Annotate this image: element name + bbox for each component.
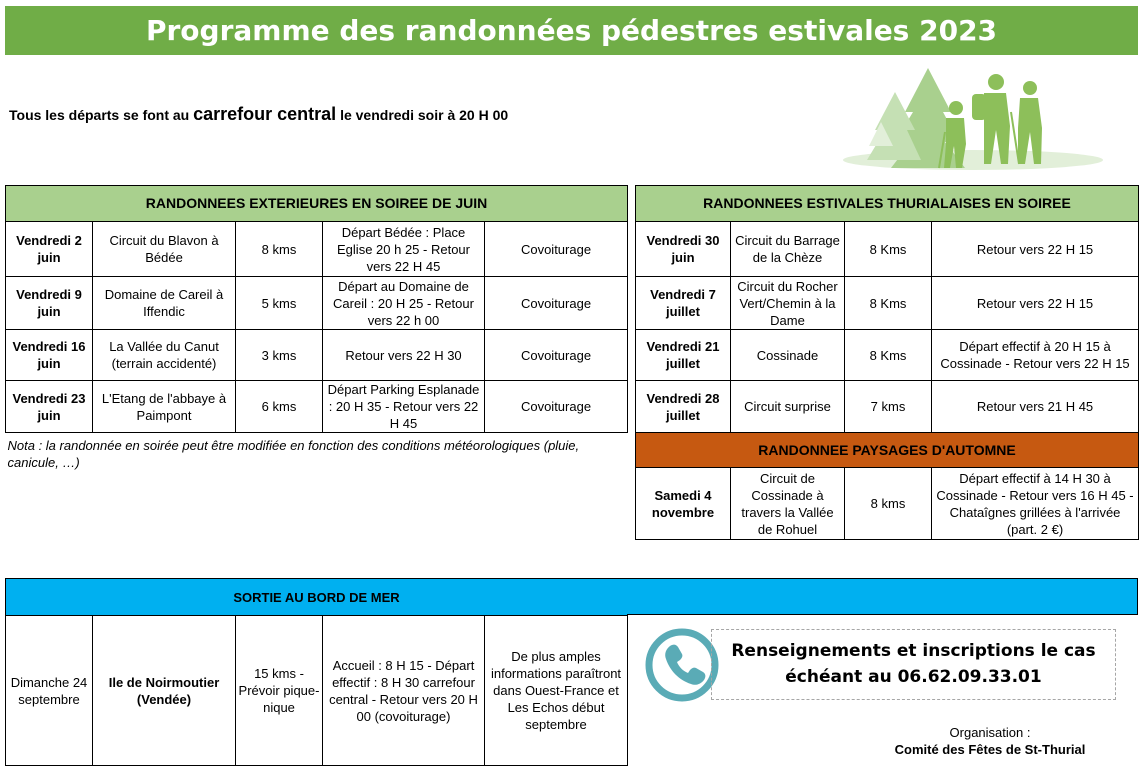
row-place: Domaine de Careil à Iffendic	[93, 277, 236, 330]
thurialaises-table	[635, 185, 1139, 540]
automne-header: RANDONNEE PAYSAGES D'AUTOMNE	[636, 433, 1139, 468]
intro-text	[9, 104, 508, 125]
row-extra-info: De plus amples informations paraîtront dans Ouest-France et Les Echos début septembre	[485, 616, 628, 766]
row-distance: 6 kms	[236, 381, 323, 433]
row-transport: Covoiturage	[485, 381, 628, 433]
row-info: Départ effectif à 20 H 15 à Cossinade - Retour vers 22 H 15	[932, 330, 1139, 381]
row-day: Dimanche 24 septembre	[6, 616, 93, 766]
row-day: Vendredi 16 juin	[6, 330, 93, 381]
row-day: Vendredi 28 juillet	[636, 381, 731, 433]
row-distance: 8 kms	[236, 222, 323, 277]
table-row	[636, 277, 1139, 330]
hikers-illustration	[833, 60, 1103, 172]
table-row	[636, 330, 1139, 381]
row-info: Départ au Domaine de Careil : 20 H 25 - Retour vers 22 h 00	[323, 277, 485, 330]
table-row	[636, 468, 1139, 540]
row-day: Vendredi 30 juin	[636, 222, 731, 277]
exterieures-table	[5, 185, 628, 473]
row-distance: 8 Kms	[845, 222, 932, 277]
row-place: Circuit du Blavon à Bédée	[93, 222, 236, 277]
row-place: La Vallée du Canut (terrain accidenté)	[93, 330, 236, 381]
contact-box	[711, 629, 1116, 700]
mer-table	[5, 578, 628, 766]
intro-after: le vendredi soir à 20 H 00	[336, 107, 509, 123]
table-row	[636, 381, 1139, 433]
row-info: Départ Bédée : Place Eglise 20 h 25 - Retour vers 22 H 45	[323, 222, 485, 277]
intro-highlight: carrefour central	[193, 104, 337, 124]
table-row	[6, 330, 628, 381]
table-row	[6, 222, 628, 277]
row-day: Vendredi 2 juin	[6, 222, 93, 277]
contact-line-2: échéant au 06.62.09.33.01	[785, 667, 1042, 687]
row-day: Vendredi 23 juin	[6, 381, 93, 433]
row-day: Vendredi 9 juin	[6, 277, 93, 330]
row-transport: Covoiturage	[485, 277, 628, 330]
row-info: Départ effectif à 14 H 30 à Cossinade - Retour vers 16 H 45 - Chataîgnes grillées à l'arrivée (part. 2 €)	[932, 468, 1139, 540]
weather-note: Nota : la randonnée en soirée peut être modifiée en fonction des conditions météorologiques (pluie, canicule, …)	[7, 438, 580, 470]
row-day: Vendredi 21 juillet	[636, 330, 731, 381]
row-distance: 8 Kms	[845, 330, 932, 381]
row-distance: 15 kms - Prévoir pique-nique	[236, 616, 323, 766]
row-info: Retour vers 22 H 30	[323, 330, 485, 381]
row-info: Accueil : 8 H 15 - Départ effectif : 8 H 30 carrefour central - Retour vers 20 H 00 (covoiturage)	[323, 616, 485, 766]
thurialaises-header: RANDONNEES ESTIVALES THURIALAISES EN SOIREE	[636, 186, 1139, 222]
row-distance: 5 kms	[236, 277, 323, 330]
row-info: Retour vers 22 H 15	[932, 222, 1139, 277]
row-place: Circuit surprise	[731, 381, 845, 433]
row-place: L'Etang de l'abbaye à Paimpont	[93, 381, 236, 433]
row-distance: 7 kms	[845, 381, 932, 433]
exterieures-header: RANDONNEES EXTERIEURES EN SOIREE DE JUIN	[6, 186, 628, 222]
table-row	[6, 381, 628, 433]
row-day: Vendredi 7 juillet	[636, 277, 731, 330]
table-row	[6, 616, 628, 766]
row-place: Cossinade	[731, 330, 845, 381]
phone-icon	[643, 626, 721, 704]
row-transport: Covoiturage	[485, 222, 628, 277]
mer-header: SORTIE AU BORD DE MER	[6, 579, 628, 616]
mer-header-band	[627, 578, 1138, 615]
row-distance: 3 kms	[236, 330, 323, 381]
row-distance: 8 kms	[845, 468, 932, 540]
row-place: Circuit du Barrage de la Chèze	[731, 222, 845, 277]
row-info: Retour vers 21 H 45	[932, 381, 1139, 433]
contact-line-1: Renseignements et inscriptions le cas	[731, 641, 1096, 661]
table-row	[6, 277, 628, 330]
row-info: Retour vers 22 H 15	[932, 277, 1139, 330]
intro-before: Tous les départs se font au	[9, 107, 194, 123]
row-place: Ile de Noirmoutier (Vendée)	[93, 616, 236, 766]
organisation	[850, 724, 1130, 758]
organisation-name: Comité des Fêtes de St-Thurial	[894, 742, 1086, 757]
organisation-label: Organisation :	[949, 725, 1031, 740]
row-transport: Covoiturage	[485, 330, 628, 381]
table-row	[636, 222, 1139, 277]
row-place: Circuit du Rocher Vert/Chemin à la Dame	[731, 277, 845, 330]
row-distance: 8 Kms	[845, 277, 932, 330]
page-title: Programme des randonnées pédestres estivales 2023	[5, 6, 1138, 55]
row-info: Départ Parking Esplanade : 20 H 35 - Retour vers 22 H 45	[323, 381, 485, 433]
row-day: Samedi 4 novembre	[636, 468, 731, 540]
row-place: Circuit de Cossinade à travers la Vallée de Rohuel	[731, 468, 845, 540]
